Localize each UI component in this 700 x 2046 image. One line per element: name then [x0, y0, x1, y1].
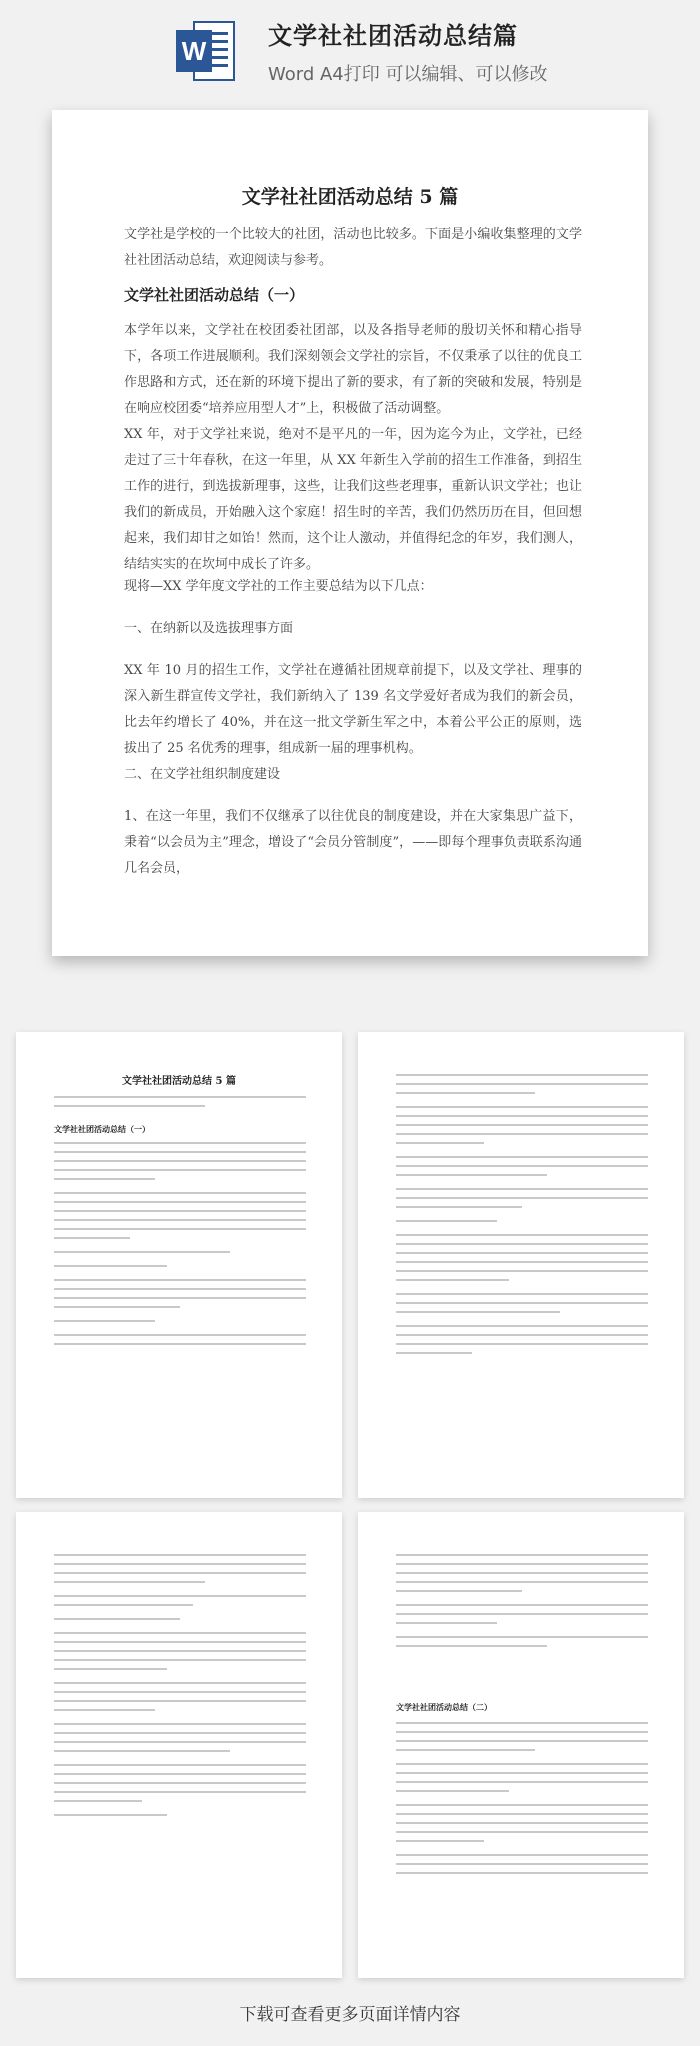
thumbnail-heading: 文学社社团活动总结（一） — [54, 1124, 150, 1134]
header — [0, 0, 700, 100]
intro-paragraph: 文学社是学校的一个比较大的社团，活动也比较多。下面是小编收集整理的文学社社团活动总结，欢迎阅读与参考。 — [124, 227, 582, 268]
thumbnail-title: 文学社社团活动总结 5 篇 — [122, 1076, 236, 1087]
page-thumbnail[interactable] — [16, 1512, 342, 1978]
paragraph-4: XX 年 10 月的招生工作，文学社在遵循社团规章前提下，以及文学社、理事的深入新生群宣传文学社，我们新纳入了 139 名文学爱好者成为我们的新会员，比去年约增长了 40%，并在这一批文学新生军之中，本着公平公正的原则，选拔出了 25 名优秀的理事，组成新一届的理事机构。 — [124, 663, 582, 756]
paragraph-2: XX 年，对于文学社来说，绝对不是平凡的一年，因为迄今为止，文学社，已经走过了三十年春秋，在这一年里，从 XX 年新生入学前的招生工作准备，到招生工作的进行，到选拔新理事，这些，让我们这些老理事，重新认识文学社；也让我们的新成员，开始融入这个家庭！招生时的辛苦，我们仍然历历在目，但回想起来，我们却甘之如饴！然而，这个让人激动，并值得纪念的年岁，我们测人，结结实实的在坎坷中成长了许多。 — [124, 427, 582, 572]
svg-text:W: W — [181, 36, 207, 66]
paragraph-3: 现将—XX 学年度文学社的工作主要总结为以下几点： — [124, 579, 433, 594]
document-page — [52, 110, 648, 956]
thumbnail-text — [396, 1074, 648, 1361]
footer-text: 下载可查看更多页面详情内容 — [239, 2005, 461, 2025]
document-title: 文学社社团活动总结 5 篇 — [241, 186, 459, 208]
header-subtitle: Word A4打印 可以编辑、可以修改 — [268, 64, 548, 85]
page-thumbnail[interactable] — [358, 1032, 684, 1498]
subheading-2: 二、在文学社组织制度建设 — [124, 767, 281, 782]
thumbnail-text — [396, 1554, 648, 1654]
header-title: 文学社社团活动总结篇 — [268, 22, 518, 50]
thumbnail-heading: 文学社社团活动总结（二） — [396, 1702, 492, 1712]
paragraph-5: 1、在这一年里，我们不仅继承了以往优良的制度建设，并在大家集思广益下，秉着“以会员为主”理念，增设了“会员分管制度”，——即每个理事负责联系沟通几名会员， — [124, 809, 582, 876]
thumbnail-text — [54, 1554, 306, 1823]
page-thumbnail[interactable] — [16, 1032, 342, 1498]
subheading-1: 一、在纳新以及选拔理事方面 — [124, 621, 294, 636]
thumbnail-text — [54, 1096, 306, 1114]
section-heading: 文学社社团活动总结（一） — [124, 286, 305, 304]
word-icon — [172, 18, 238, 84]
page-thumbnail[interactable] — [358, 1512, 684, 1978]
paragraph-1: 本学年以来，文学社在校团委社团部，以及各指导老师的殷切关怀和精心指导下，各项工作进展顺利。我们深刻领会文学社的宗旨，不仅秉承了以往的优良工作思路和方式，还在新的环境下提出了新的要求，有了新的突破和发展，特别是在响应校团委“培养应用型人才”上，积极做了活动调整。 — [124, 323, 582, 416]
